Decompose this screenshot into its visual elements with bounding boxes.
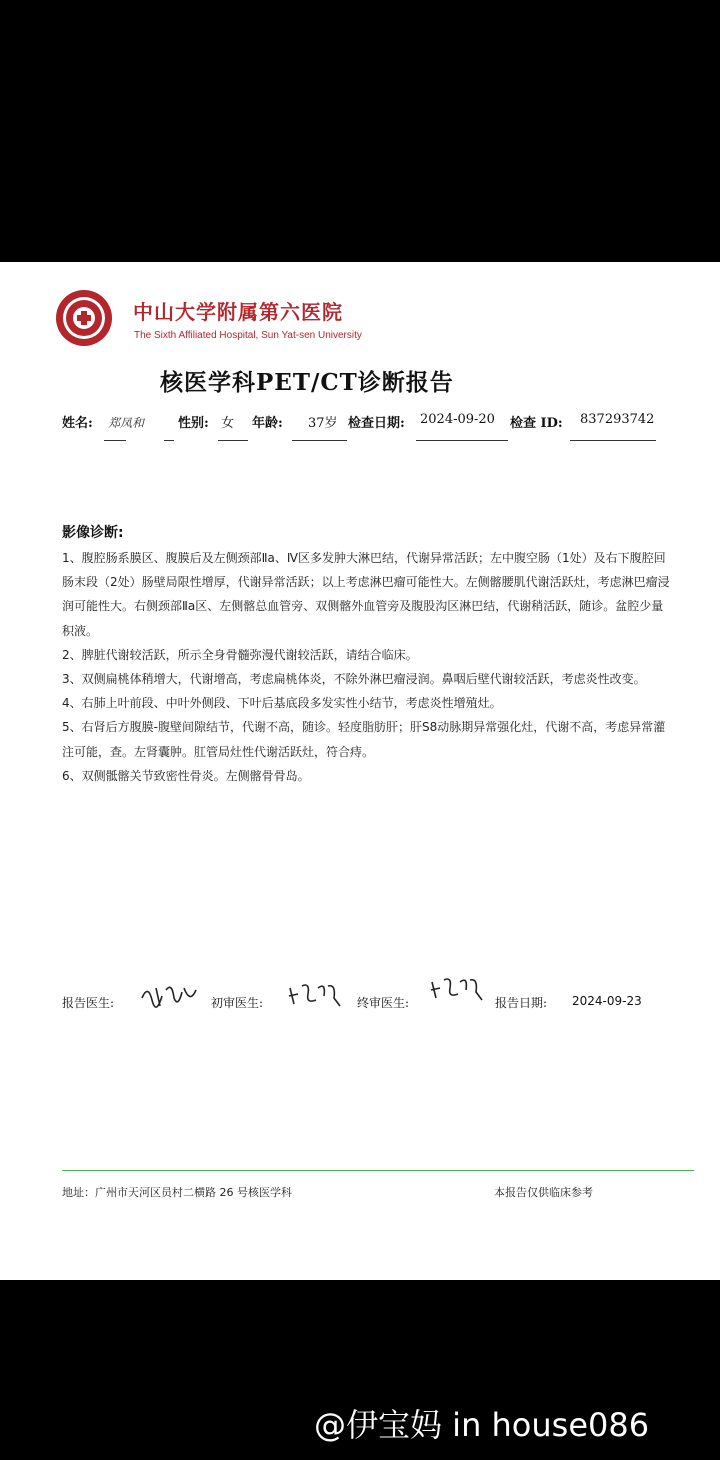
sex-label: 性别: (178, 416, 209, 431)
final-label: 终审医生: (357, 996, 410, 1010)
watermark: @伊宝妈 in house086 (314, 1406, 650, 1444)
reporter-signature (138, 978, 200, 1012)
footer-note: 本报告仅供临床参考 (494, 1186, 593, 1199)
name-label: 姓名: (62, 416, 93, 431)
exam-date-underline (416, 440, 508, 441)
report-date-value: 2024-09-23 (572, 994, 642, 1008)
hospital-logo (55, 289, 113, 347)
exam-id-underline (570, 440, 656, 441)
age-value: 37岁 (308, 416, 338, 431)
report-page (0, 262, 720, 1280)
finding-item: 2、脾脏代谢较活跃，所示全身骨髓弥漫代谢较活跃，请结合临床。 (62, 647, 418, 662)
name-value: 郑凤和 (108, 416, 145, 430)
hospital-name-en: The Sixth Affiliated Hospital, Sun Yat-sen University (134, 330, 362, 341)
reporter-label: 报告医生: (62, 996, 115, 1010)
exam-date-value: 2024-09-20 (420, 412, 495, 427)
name-underline-2 (164, 440, 174, 441)
reviewer-signature (286, 978, 344, 1012)
exam-id-value: 837293742 (580, 412, 655, 427)
diagnosis-findings (62, 546, 672, 788)
sex-value: 女 (221, 416, 235, 431)
reviewer-label: 初审医生: (211, 996, 264, 1010)
exam-date-label: 检查日期: (348, 416, 405, 431)
finding-item: 6、双侧骶髂关节致密性骨炎。左侧髂骨骨岛。 (62, 768, 310, 783)
diagnosis-heading: 影像诊断: (62, 525, 124, 541)
age-label: 年龄: (252, 416, 283, 431)
finding-item: 5、右肾后方腹膜-腹壁间隙结节，代谢不高，随诊。轻度脂肪肝；肝S8动脉期异常强化灶，代谢不高，考虑异常灌注可能，查。左肾囊肿。肛管局灶性代谢活跃灶，符合痔。 (62, 720, 666, 759)
final-signature (428, 972, 486, 1006)
report-date-label: 报告日期: (495, 996, 548, 1010)
sex-underline (218, 440, 248, 441)
finding-item: 3、双侧扁桃体稍增大，代谢增高，考虑扁桃体炎，不除外淋巴瘤浸润。鼻咽后壁代谢较活跃，考虑炎性改变。 (62, 672, 646, 687)
hospital-name-cn: 中山大学附属第六医院 (133, 300, 343, 324)
report-title: 核医学科PET/CT诊断报告 (160, 369, 454, 396)
footer-divider (62, 1170, 694, 1171)
finding-item: 4、右肺上叶前段、中叶外侧段、下叶后基底段多发实性小结节，考虑炎性增殖灶。 (62, 696, 502, 711)
footer-address: 地址：广州市天河区员村二横路 26 号核医学科 (62, 1186, 292, 1199)
finding-item: 1、腹腔肠系膜区、腹膜后及左侧颈部Ⅱa、Ⅳ区多发肿大淋巴结，代谢异常活跃；左中腹空肠（1处）及右下腹腔回肠末段（2处）肠壁局限性增厚，代谢异常活跃；以上考虑淋巴瘤可能性大。左侧髂腰肌代谢活跃灶，考虑淋巴瘤浸润可能性大。右侧颈部Ⅱa区、左侧髂总血管旁、双侧髂外血管旁及腹股沟区淋巴结，代谢稍活跃，随诊。盆腔少量积液。 (62, 551, 670, 638)
age-underline (292, 440, 347, 441)
name-underline (104, 440, 126, 441)
exam-id-label: 检查 ID: (510, 416, 563, 431)
